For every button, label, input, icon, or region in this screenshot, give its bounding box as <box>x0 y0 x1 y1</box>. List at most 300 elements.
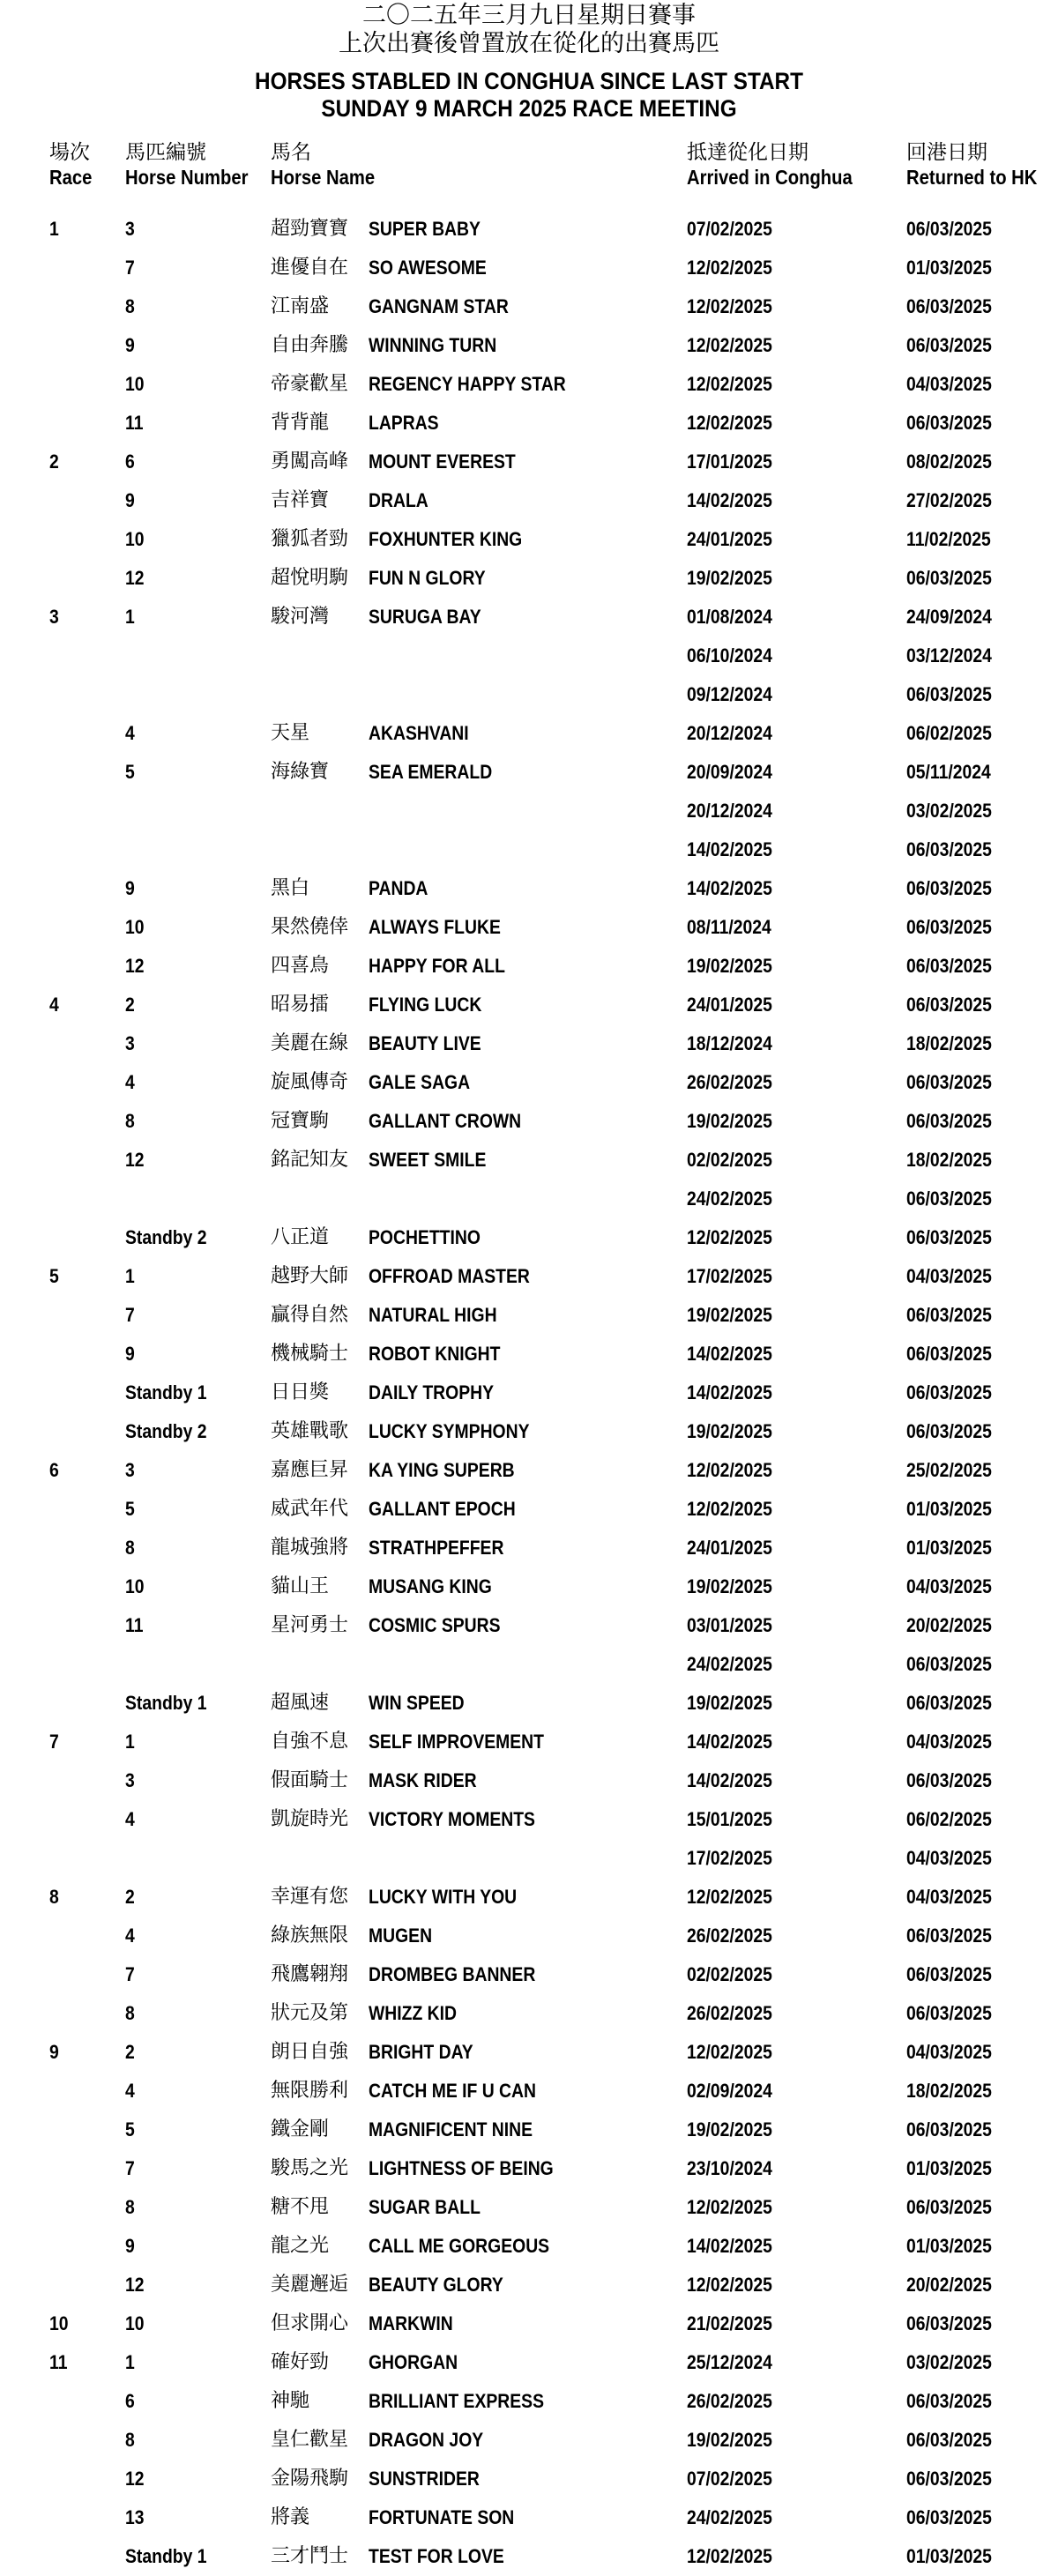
table-row <box>0 675 1058 714</box>
returned-date-cell <box>906 450 1003 474</box>
returned-date-cell-text: 03/02/2025 <box>906 2351 992 2373</box>
table-row <box>0 637 1058 675</box>
race-cell-text: 2 <box>49 450 59 473</box>
arrived-date-cell-text: 12/02/2025 <box>687 2274 772 2296</box>
horse-name-en-cell <box>369 1924 441 1948</box>
table-row <box>0 2033 1058 2072</box>
arrived-date-cell-text: 26/02/2025 <box>687 1925 772 1947</box>
horse-name-en-cell <box>369 2118 555 2142</box>
arrived-date-cell <box>687 527 784 552</box>
table-row <box>0 1917 1058 1955</box>
header-horse-number-en: Horse Number <box>125 166 249 189</box>
returned-date-cell-text: 06/03/2025 <box>906 567 992 589</box>
horse-name-en-cell-text: MAGNIFICENT NINE <box>369 2118 533 2140</box>
arrived-date-cell <box>687 1652 784 1677</box>
arrived-date-cell <box>687 2156 784 2181</box>
arrived-date-cell-text: 20/12/2024 <box>687 800 772 822</box>
returned-date-cell <box>906 799 1003 823</box>
table-row <box>0 1063 1058 1102</box>
table-row <box>0 2498 1058 2537</box>
returned-date-cell-text: 18/02/2025 <box>906 2080 992 2102</box>
arrived-date-cell-text: 12/02/2025 <box>687 2041 772 2063</box>
horse-name-en-cell <box>369 1303 514 1328</box>
returned-date-cell-text: 25/02/2025 <box>906 1459 992 1481</box>
horse-number-cell-text: 11 <box>125 412 144 434</box>
horse-name-zh-cell-text: 但求開心 <box>271 2312 349 2334</box>
horse-name-en-cell <box>369 1381 510 1405</box>
arrived-date-cell <box>687 1303 784 1328</box>
horse-name-en-cell <box>369 2544 523 2569</box>
table-row <box>0 1412 1058 1451</box>
horse-name-zh-cell <box>271 527 348 552</box>
horse-name-en-cell-text: REGENCY HAPPY STAR <box>369 373 566 395</box>
arrived-date-cell-text: 24/02/2025 <box>687 1653 772 1675</box>
returned-date-cell <box>906 1031 1003 1056</box>
race-cell-text: 6 <box>49 1459 59 1481</box>
returned-date-cell <box>906 2273 1003 2297</box>
title-en-line2: SUNDAY 9 MARCH 2025 RACE MEETING <box>321 95 737 122</box>
returned-date-cell-text: 06/03/2025 <box>906 838 992 860</box>
race-cell-text: 9 <box>49 2041 59 2063</box>
horse-number-cell <box>125 2234 136 2259</box>
table-row <box>0 2421 1058 2460</box>
horse-name-zh-cell-text: 勇闖高峰 <box>271 450 349 473</box>
horse-number-cell-text: 8 <box>125 2002 135 2024</box>
horse-name-zh-cell-text: 神馳 <box>271 2390 310 2412</box>
horse-name-zh-cell <box>271 605 329 629</box>
table-row <box>0 1529 1058 1567</box>
arrived-date-cell <box>687 1458 784 1483</box>
returned-date-cell <box>906 1070 1003 1095</box>
horse-name-en-cell <box>369 876 436 901</box>
arrived-date-cell <box>687 450 784 474</box>
horse-number-cell-text: 6 <box>125 450 135 473</box>
arrived-date-cell-text: 12/02/2025 <box>687 1498 772 1520</box>
returned-date-cell <box>906 1109 1003 1134</box>
table-row <box>0 1296 1058 1335</box>
horse-name-en-cell-text: DROMBEG BANNER <box>369 1963 536 1985</box>
horse-number-cell <box>125 2079 136 2103</box>
table-row <box>0 1606 1058 1645</box>
horse-name-en-cell-text: SUPER BABY <box>369 218 481 240</box>
returned-date-cell <box>906 1225 1003 1250</box>
arrived-date-cell <box>687 915 783 940</box>
horse-name-zh-cell <box>271 2505 309 2530</box>
race-cell <box>49 217 60 242</box>
horse-number-cell-text: 4 <box>125 1808 135 1830</box>
horse-name-zh-cell-text: 吉祥寶 <box>271 489 330 511</box>
horse-number-cell <box>125 2428 136 2453</box>
returned-date-cell <box>906 294 1003 319</box>
horse-name-zh-cell <box>271 256 348 280</box>
returned-date-cell-text: 06/03/2025 <box>906 218 992 240</box>
horse-name-en-cell-text: GANGNAM STAR <box>369 295 509 317</box>
horse-name-zh-cell-text: 黑白 <box>271 877 310 899</box>
horse-name-en-cell <box>369 2234 574 2259</box>
horse-name-en-cell-text: HAPPY FOR ALL <box>369 955 505 977</box>
horse-number-cell <box>125 1575 146 1599</box>
horse-name-en-cell <box>369 2467 495 2491</box>
horse-name-zh-cell-text: 三才鬥士 <box>271 2545 349 2567</box>
returned-date-cell <box>906 2079 1003 2103</box>
horse-name-zh-cell <box>271 411 329 436</box>
race-cell <box>49 2350 70 2375</box>
table-row <box>0 2111 1058 2149</box>
horse-number-cell-text: 10 <box>125 2312 145 2334</box>
horse-name-en-cell-text: BEAUTY LIVE <box>369 1032 481 1054</box>
arrived-date-cell <box>687 2505 784 2530</box>
horse-name-zh-cell-text: 美麗邂逅 <box>271 2274 349 2296</box>
returned-date-cell <box>906 1962 1003 1987</box>
horse-name-en-cell <box>369 256 503 280</box>
returned-date-cell <box>906 2001 1003 2026</box>
horse-number-cell-text: 5 <box>125 761 135 783</box>
horse-name-zh-cell-text: 獵狐者勁 <box>271 528 349 550</box>
returned-date-cell <box>906 1148 1003 1173</box>
returned-date-cell <box>906 2312 1003 2336</box>
horse-name-en-cell <box>369 1419 551 1444</box>
horse-number-cell <box>125 1381 218 1405</box>
arrived-date-cell <box>687 721 784 746</box>
table-row <box>0 1761 1058 1800</box>
horse-name-en-cell <box>369 1458 534 1483</box>
returned-date-cell-text: 06/03/2025 <box>906 1226 992 1248</box>
document-title <box>0 0 1058 123</box>
table-row <box>0 1839 1058 1878</box>
arrived-date-cell <box>687 1342 784 1366</box>
horse-number-cell-text: 1 <box>125 2351 135 2373</box>
returned-date-cell-text: 06/03/2025 <box>906 1381 992 1403</box>
arrived-date-cell <box>687 411 784 436</box>
race-cell-text: 5 <box>49 1265 59 1287</box>
arrived-date-cell-text: 12/02/2025 <box>687 1459 772 1481</box>
returned-date-cell <box>906 372 1003 397</box>
returned-date-cell-text: 06/03/2025 <box>906 295 992 317</box>
horse-name-zh-cell-text: 無限勝利 <box>271 2080 349 2102</box>
horse-number-cell-text: 8 <box>125 1110 135 1132</box>
horse-name-zh-cell <box>271 876 309 901</box>
table-row <box>0 1024 1058 1063</box>
arrived-date-cell-text: 19/02/2025 <box>687 1110 772 1132</box>
arrived-date-cell <box>687 2389 784 2414</box>
horse-number-cell-text: 2 <box>125 1886 135 1908</box>
returned-date-cell-text: 06/03/2025 <box>906 1925 992 1947</box>
table-row <box>0 2460 1058 2498</box>
horse-number-cell-text: 9 <box>125 334 135 356</box>
race-cell-text: 8 <box>49 1886 59 1908</box>
returned-date-cell-text: 01/03/2025 <box>906 1537 992 1559</box>
horse-name-en-cell-text: LIGHTNESS OF BEING <box>369 2157 554 2179</box>
returned-date-cell-text: 06/03/2025 <box>906 2002 992 2024</box>
horse-name-en-cell-text: KA YING SUPERB <box>369 1459 515 1481</box>
horse-name-zh-cell-text: 皇仁歡星 <box>271 2429 349 2451</box>
horse-number-cell-text: Standby 2 <box>125 1226 207 1248</box>
horse-name-zh-cell <box>271 2544 348 2569</box>
horse-name-en-cell <box>369 760 509 785</box>
horse-name-zh-cell-text: 海綠寶 <box>271 761 330 783</box>
returned-date-cell <box>906 954 1003 979</box>
horse-table <box>0 210 1058 2576</box>
horse-name-zh-cell-text: 昭易擂 <box>271 994 330 1016</box>
horse-number-cell <box>125 488 136 513</box>
horse-name-en-cell <box>369 1807 558 1832</box>
arrived-date-cell-text: 26/02/2025 <box>687 2002 772 2024</box>
horse-number-cell <box>125 1419 218 1444</box>
returned-date-cell <box>906 2195 1003 2220</box>
race-cell-text: 1 <box>49 218 59 240</box>
horse-name-zh-cell-text: 八正道 <box>271 1226 330 1248</box>
horse-number-cell-text: 6 <box>125 2390 135 2412</box>
arrived-date-cell <box>687 1885 784 1910</box>
horse-name-en-cell-text: GALLANT CROWN <box>369 1110 522 1132</box>
returned-date-cell-text: 01/03/2025 <box>906 2545 992 2567</box>
horse-name-en-cell-text: CALL ME GORGEOUS <box>369 2235 550 2257</box>
horse-number-cell-text: 9 <box>125 489 135 511</box>
horse-number-cell <box>125 2001 136 2026</box>
arrived-date-cell <box>687 1924 784 1948</box>
arrived-date-cell <box>687 1070 784 1095</box>
race-cell <box>49 2040 60 2065</box>
returned-date-cell-text: 04/03/2025 <box>906 1731 992 1753</box>
returned-date-cell <box>906 333 1003 358</box>
horse-number-cell <box>125 1807 136 1832</box>
horse-name-zh-cell-text: 幸運有您 <box>271 1886 349 1908</box>
race-cell-text: 3 <box>49 606 59 628</box>
horse-number-cell <box>125 450 136 474</box>
horse-name-en-cell-text: GALE SAGA <box>369 1071 471 1093</box>
returned-date-cell-text: 06/03/2025 <box>906 412 992 434</box>
horse-name-en-cell <box>369 2156 578 2181</box>
horse-name-en-cell-text: WINNING TURN <box>369 334 497 356</box>
returned-date-cell-text: 11/02/2025 <box>906 528 991 550</box>
horse-number-cell-text: 9 <box>125 1343 135 1365</box>
returned-date-cell <box>906 2428 1003 2453</box>
arrived-date-cell-text: 24/01/2025 <box>687 994 772 1016</box>
horse-name-zh-cell <box>271 1613 348 1638</box>
horse-number-cell <box>125 2467 146 2491</box>
arrived-date-cell-text: 12/02/2025 <box>687 2196 772 2218</box>
horse-name-en-cell <box>369 2350 470 2375</box>
arrived-date-cell <box>687 993 784 1017</box>
returned-date-cell-text: 01/03/2025 <box>906 1498 992 1520</box>
returned-date-cell <box>906 1613 1003 1638</box>
horse-number-cell <box>125 2350 136 2375</box>
race-cell <box>49 605 60 629</box>
table-row <box>0 2072 1058 2111</box>
horse-name-zh-cell <box>271 1381 329 1405</box>
returned-date-cell-text: 04/03/2025 <box>906 373 992 395</box>
table-row <box>0 1955 1058 1994</box>
arrived-date-cell <box>687 2001 784 2026</box>
arrived-date-cell-text: 24/01/2025 <box>687 1537 772 1559</box>
horse-number-cell <box>125 1264 136 1289</box>
horse-name-zh-cell <box>271 1303 348 1328</box>
table-row <box>0 1257 1058 1296</box>
horse-name-en-cell-text: ALWAYS FLUKE <box>369 916 501 938</box>
returned-date-cell-text: 05/11/2024 <box>906 761 991 783</box>
horse-number-cell-text: 4 <box>125 1925 135 1947</box>
horse-name-en-cell-text: LAPRAS <box>369 412 439 434</box>
horse-number-cell <box>125 527 146 552</box>
horse-name-zh-cell <box>271 2079 348 2103</box>
horse-name-en-cell-text: MUSANG KING <box>369 1575 492 1597</box>
horse-name-en-cell <box>369 1497 535 1522</box>
header-horse-name-en: Horse Name <box>271 166 376 189</box>
horse-name-zh-cell <box>271 2350 329 2375</box>
horse-number-cell-text: 5 <box>125 2118 135 2140</box>
arrived-date-cell-text: 20/12/2024 <box>687 722 772 744</box>
arrived-date-cell <box>687 954 784 979</box>
horse-name-en-cell <box>369 411 448 436</box>
horse-number-cell-text: 10 <box>125 373 145 395</box>
horse-name-en-cell <box>369 2001 469 2026</box>
horse-number-cell-text: 8 <box>125 2196 135 2218</box>
horse-name-zh-cell-text: 金陽飛駒 <box>271 2468 349 2490</box>
horse-name-zh-cell-text: 糖不甩 <box>271 2196 330 2218</box>
returned-date-cell-text: 06/03/2025 <box>906 994 992 1016</box>
returned-date-cell-text: 06/03/2025 <box>906 2468 992 2490</box>
horse-number-cell <box>125 2389 136 2414</box>
horse-number-cell-text: 11 <box>125 1614 144 1636</box>
table-row <box>0 1490 1058 1529</box>
horse-name-en-cell-text: WHIZZ KID <box>369 2002 458 2024</box>
horse-name-en-cell <box>369 2079 559 2103</box>
returned-date-cell <box>906 1575 1003 1599</box>
table-row <box>0 249 1058 287</box>
arrived-date-cell-text: 17/02/2025 <box>687 1265 772 1287</box>
horse-name-zh-cell-text: 超悅明駒 <box>271 567 349 589</box>
horse-number-cell-text: 4 <box>125 722 135 744</box>
arrived-date-cell <box>687 1225 784 1250</box>
horse-number-cell <box>125 1458 136 1483</box>
horse-name-en-cell <box>369 527 543 552</box>
returned-date-cell-text: 06/03/2025 <box>906 1304 992 1326</box>
horse-number-cell <box>125 1730 136 1754</box>
horse-name-en-cell-text: STRATHPEFFER <box>369 1537 504 1559</box>
returned-date-cell-text: 08/02/2025 <box>906 450 992 473</box>
horse-name-zh-cell <box>271 2467 348 2491</box>
horse-name-en-cell <box>369 2195 495 2220</box>
header-race-zh: 場次 <box>49 141 90 164</box>
arrived-date-cell <box>687 333 784 358</box>
header-arrived <box>687 140 875 190</box>
horse-number-cell <box>125 1613 145 1638</box>
table-row <box>0 1994 1058 2033</box>
returned-date-cell-text: 06/03/2025 <box>906 877 992 899</box>
horse-name-en-cell <box>369 2040 488 2065</box>
returned-date-cell <box>906 2544 1003 2569</box>
header-horse-name <box>271 140 389 190</box>
returned-date-cell <box>906 1303 1003 1328</box>
arrived-date-cell <box>687 1536 784 1560</box>
returned-date-cell <box>906 256 1003 280</box>
table-row <box>0 792 1058 830</box>
arrived-date-cell-text: 19/02/2025 <box>687 1575 772 1597</box>
arrived-date-cell-text: 12/02/2025 <box>687 1886 772 1908</box>
arrived-date-cell-text: 19/02/2025 <box>687 1692 772 1714</box>
arrived-date-cell-text: 25/12/2024 <box>687 2351 772 2373</box>
horse-name-zh-cell-text: 帝豪歡星 <box>271 373 349 395</box>
horse-name-zh-cell-text: 天星 <box>271 722 310 744</box>
arrived-date-cell-text: 20/09/2024 <box>687 761 772 783</box>
horse-name-en-cell <box>369 2389 568 2414</box>
arrived-date-cell <box>687 799 784 823</box>
returned-date-cell <box>906 876 1003 901</box>
header-race-en: Race <box>49 166 93 189</box>
horse-name-zh-cell <box>271 1768 348 1793</box>
arrived-date-cell-text: 19/02/2025 <box>687 1304 772 1326</box>
arrived-date-cell-text: 17/02/2025 <box>687 1847 772 1869</box>
title-zh-line1: 二〇二五年三月九日星期日賽事 <box>362 2 696 29</box>
arrived-date-cell-text: 12/02/2025 <box>687 1226 772 1248</box>
horse-name-en-cell-text: MASK RIDER <box>369 1769 477 1791</box>
returned-date-cell-text: 06/03/2025 <box>906 2118 992 2140</box>
arrived-date-cell <box>687 2195 784 2220</box>
returned-date-cell <box>906 605 1003 629</box>
table-row <box>0 1684 1058 1723</box>
table-row <box>0 1141 1058 1180</box>
horse-number-cell <box>125 1497 136 1522</box>
horse-name-zh-cell <box>271 1497 348 1522</box>
header-returned-en: Returned to HK <box>906 166 1038 189</box>
header-arrived-zh: 抵達從化日期 <box>687 141 808 164</box>
horse-number-cell-text: 8 <box>125 295 135 317</box>
horse-name-zh-cell-text: 四喜鳥 <box>271 955 330 977</box>
horse-name-zh-cell-text: 背背龍 <box>271 412 330 434</box>
arrived-date-cell <box>687 1613 784 1638</box>
race-cell <box>49 1264 60 1289</box>
horse-name-en-cell <box>369 954 524 979</box>
horse-name-zh-cell-text: 鐵金剛 <box>271 2118 330 2140</box>
horse-name-zh-cell-text: 自強不息 <box>271 1731 349 1753</box>
horse-number-cell <box>125 294 136 319</box>
table-row <box>0 559 1058 598</box>
returned-date-cell-text: 04/03/2025 <box>906 1847 992 1869</box>
returned-date-cell <box>906 1807 1003 1832</box>
table-row <box>0 869 1058 908</box>
header-horse-number-zh: 馬匹編號 <box>125 141 206 164</box>
horse-number-cell <box>125 605 136 629</box>
horse-name-zh-cell-text: 越野大師 <box>271 1265 349 1287</box>
returned-date-cell-text: 06/03/2025 <box>906 2312 992 2334</box>
horse-name-en-cell <box>369 1691 477 1716</box>
returned-date-cell-text: 04/03/2025 <box>906 1886 992 1908</box>
horse-number-cell <box>125 915 146 940</box>
horse-name-en-cell <box>369 605 496 629</box>
arrived-date-cell-text: 21/02/2025 <box>687 2312 772 2334</box>
horse-name-zh-cell <box>271 1419 348 1444</box>
horse-name-en-cell-text: MARKWIN <box>369 2312 453 2334</box>
horse-name-zh-cell <box>271 721 309 746</box>
horse-name-en-cell-text: SO AWESOME <box>369 257 487 279</box>
horse-name-zh-cell <box>271 1691 329 1716</box>
arrived-date-cell <box>687 1187 784 1211</box>
horse-name-en-cell-text: BEAUTY GLORY <box>369 2274 503 2296</box>
returned-date-cell <box>906 1730 1003 1754</box>
returned-date-cell-text: 06/03/2025 <box>906 1187 992 1210</box>
horse-name-zh-cell <box>271 954 329 979</box>
horse-name-zh-cell <box>271 2428 348 2453</box>
horse-name-zh-cell-text: 綠族無限 <box>271 1925 349 1947</box>
arrived-date-cell <box>687 2350 784 2375</box>
horse-name-zh-cell-text: 江南盛 <box>271 295 330 317</box>
horse-name-zh-cell-text: 駿馬之光 <box>271 2157 349 2179</box>
race-cell-text: 7 <box>49 1731 59 1753</box>
horse-number-cell <box>125 1148 146 1173</box>
table-row <box>0 1567 1058 1606</box>
arrived-date-cell <box>687 1846 784 1871</box>
horse-name-en-cell-text: LUCKY WITH YOU <box>369 1886 518 1908</box>
